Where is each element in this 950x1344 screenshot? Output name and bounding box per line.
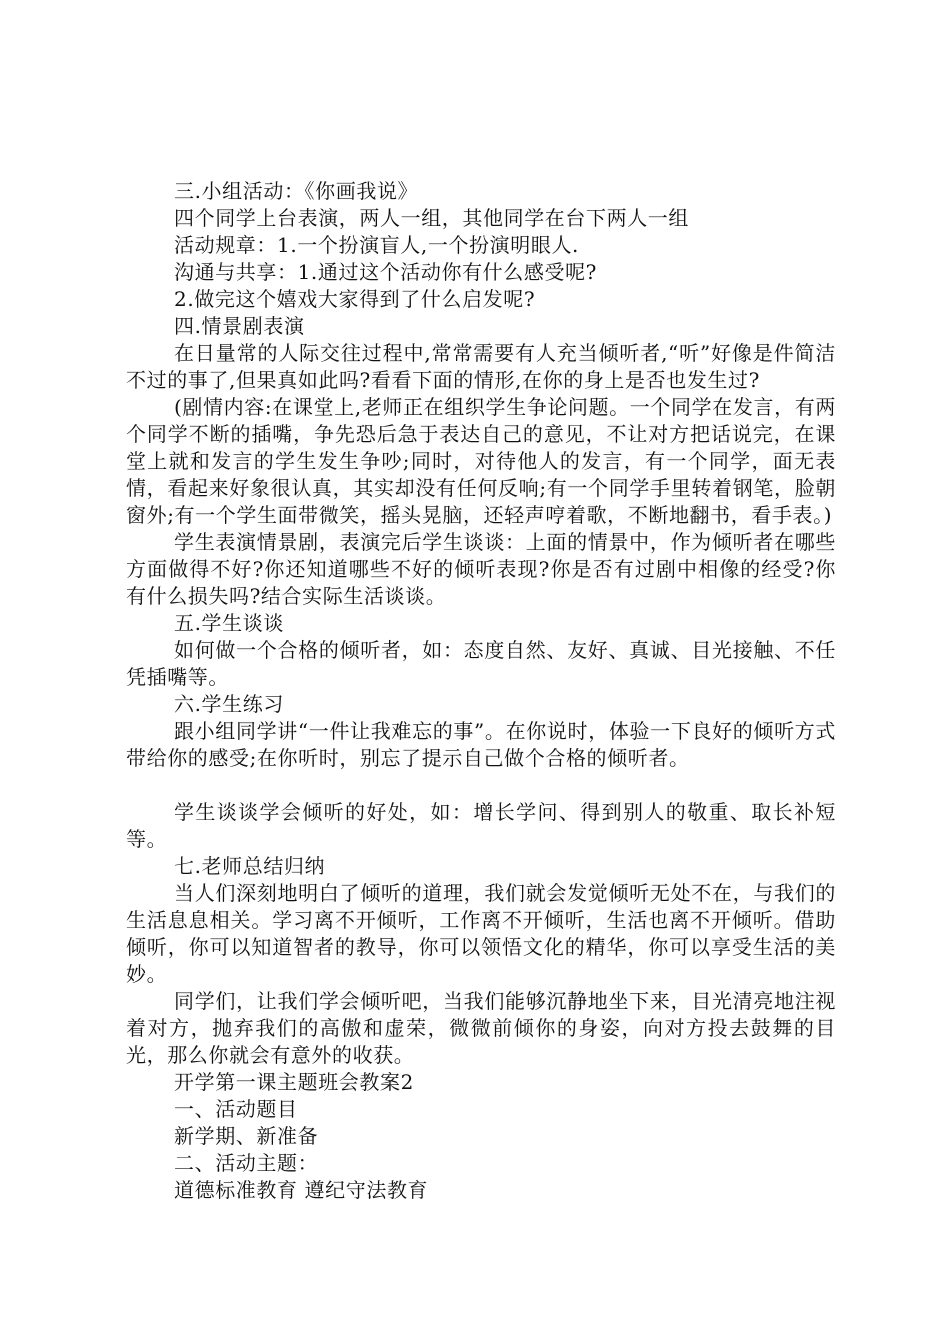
activity-title-value: 新学期、新准备 — [174, 1124, 319, 1148]
paragraph-summary: 当人们深刻地明白了倾听的道理，我们就会发觉倾听无处不在，与我们的生活息息相关。学习离不开倾听，工作离不开倾听，生活也离不开倾听。借助倾听，你可以知道智者的教导，你可以领悟文化的精华，你可以享受生活的美妙。 — [126, 881, 836, 986]
section-heading-practice: 六.学生练习 — [174, 692, 284, 716]
section-heading-role-play: 四.情景剧表演 — [174, 314, 305, 338]
paragraph-practice: 跟小组同学讲“一件让我难忘的事”。在你说时，体验一下良好的倾听方式带给你的感受;在你听时，别忘了提示自己做个合格的倾听者。 — [126, 719, 836, 770]
section-heading-teacher-summary: 七.老师总结归纳 — [174, 854, 326, 878]
paragraph-plot-content: (剧情内容:在课堂上,老师正在组织学生争论问题。一个同学在发言，有两个同学不断的插嘴，争先恐后急于表达自己的意见，不让对方把话说完，在课堂上就和发言的学生发生争吵;同时，对待他人的发言，有一个同学，面无表情，看起来好象很认真，其实却没有任何反响;有一个同学手里转着钢笔，脸朝窗外;有一个学生面带微笑，摇头晃脑，还轻声哼着歌，不断地翻书，看手表。) — [126, 395, 836, 527]
paragraph-student-discussion: 学生表演情景剧，表演完后学生谈谈：上面的情景中，作为倾听者在哪些方面做得不好?你还知道哪些不好的倾听表现?你是否有过剧中相像的经受?你有什么损失吗?结合实际生活谈谈。 — [126, 530, 836, 608]
paragraph-role-play-intro: 在日量常的人际交往过程中,常常需要有人充当倾听者,“听”好像是件简洁不过的事了,但果真如此吗?看看下面的情形,在你的身上是否也发生过? — [126, 341, 836, 392]
lesson-plan-2-title: 开学第一课主题班会教案2 — [174, 1070, 414, 1094]
activity-theme-value: 道德标准教育 遵纪守法教育 — [174, 1178, 429, 1202]
section-heading-activity-theme: 二、活动主题： — [174, 1151, 319, 1175]
section-heading-activity-title: 一、活动题目 — [174, 1097, 298, 1121]
paragraph-closing: 同学们，让我们学会倾听吧，当我们能够沉静地坐下来，目光清亮地注视着对方，抛弃我们的高傲和虚荣，微微前倾你的身姿，向对方投去鼓舞的目光，那么你就会有意外的收获。 — [126, 989, 836, 1067]
paragraph-benefits: 学生谈谈学会倾听的好处，如：增长学问、得到别人的敬重、取长补短等。 — [126, 800, 836, 851]
paragraph-activity-setup: 四个同学上台表演，两人一组，其他同学在台下两人一组 — [174, 206, 689, 230]
paragraph-activity-rules: 活动规章：1.一个扮演盲人,一个扮演明眼人. — [174, 233, 579, 257]
blank-line — [126, 772, 836, 799]
section-heading-student-talk: 五.学生谈谈 — [174, 611, 284, 635]
paragraph-sharing-question-1: 沟通与共享：1.通过这个活动你有什么感受呢? — [174, 260, 598, 284]
paragraph-good-listener: 如何做一个合格的倾听者，如：态度自然、友好、真诚、目光接触、不任凭插嘴等。 — [126, 638, 836, 689]
document-page — [126, 178, 836, 1204]
section-heading-group-activity: 三.小组活动：《你画我说》 — [174, 179, 419, 203]
paragraph-sharing-question-2: 2.做完这个嬉戏大家得到了什么启发呢? — [174, 287, 536, 311]
